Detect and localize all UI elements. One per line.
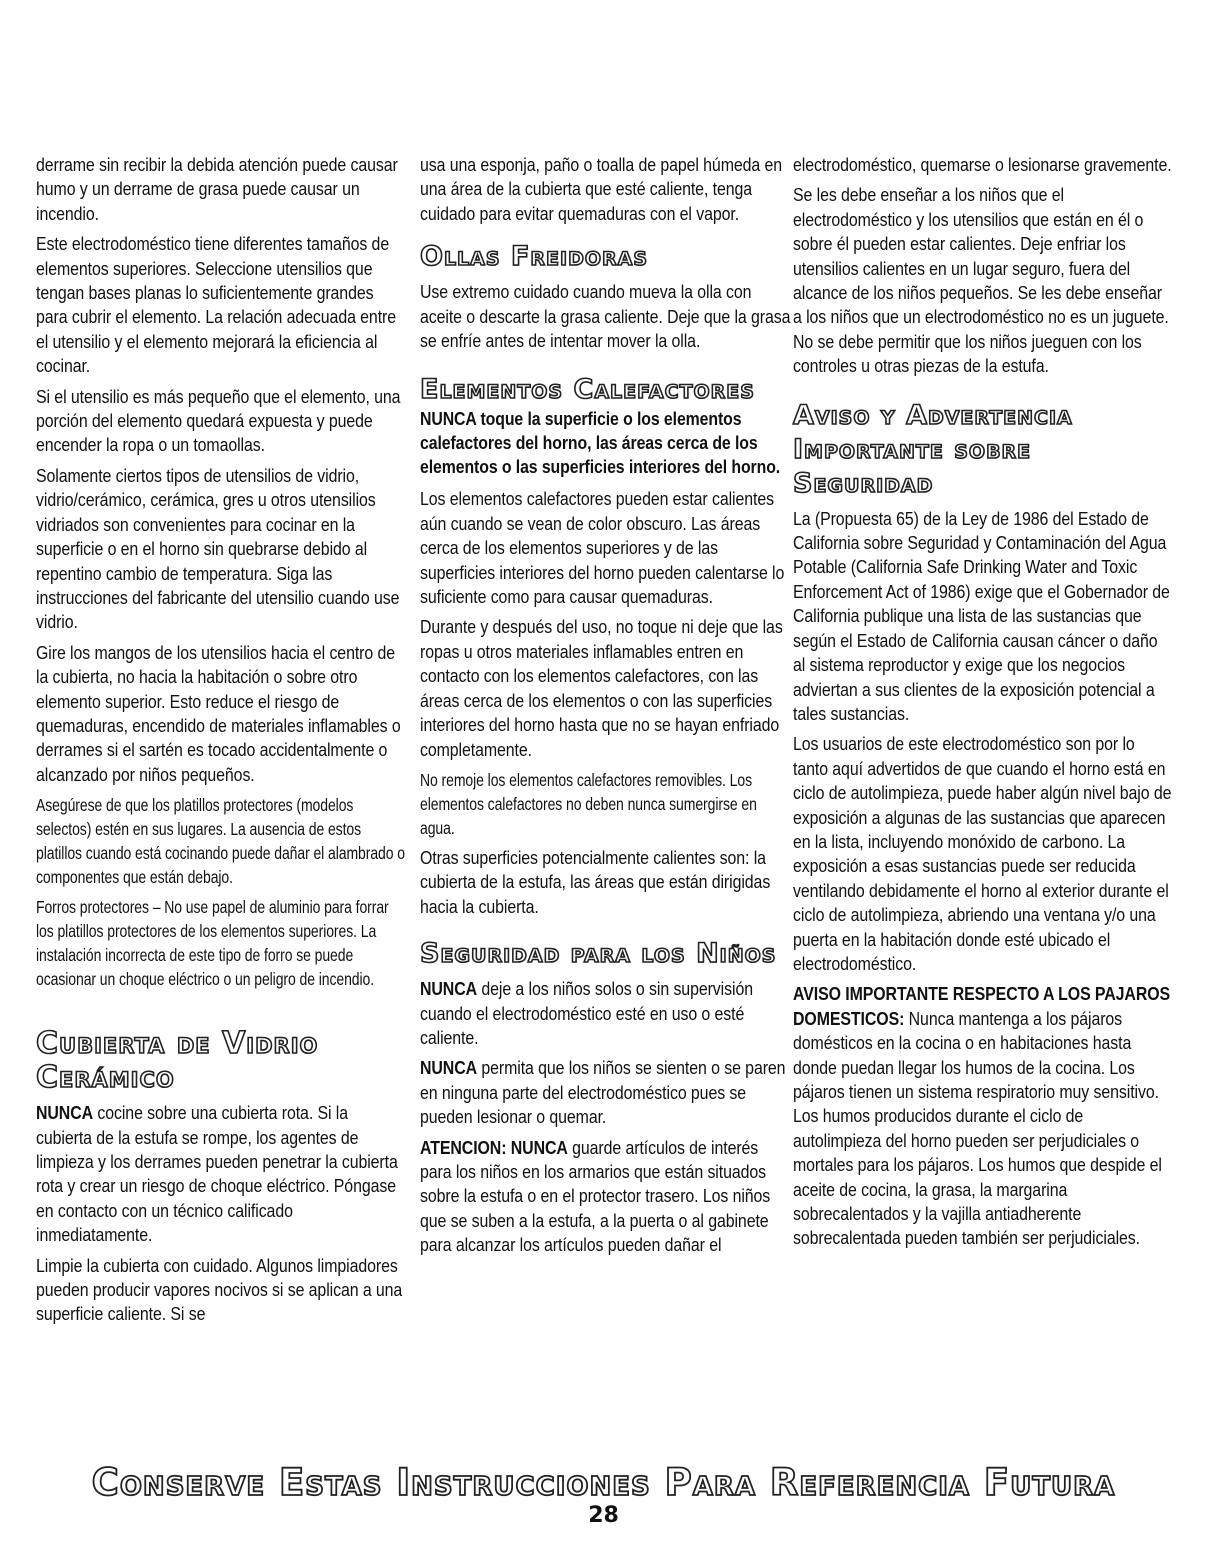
- footer-title: Conserve Estas Instrucciones Para Referencia Futura: [91, 1461, 1116, 1504]
- warning-keyword: ATENCION: NUNCA: [420, 1136, 568, 1158]
- warning-keyword: NUNCA: [36, 1102, 94, 1124]
- paragraph: La (Propuesta 65) de la Ley de 1986 del Estado de California sobre Seguridad y Contaminación del Agua Potable (California Safe Drinking Water and Toxic Enforcement Act of 1986) exige que el Gobernador de California publique una lista de las sustancias que según el Estado de California causan cáncer o daño al sistema reproductor y exige que los negocios adviertan a sus clientes de la exposición potencial a tales sustancias.: [793, 507, 1170, 724]
- paragraph: Durante y después del uso, no toque ni deje que las ropas u otros materiales inflamables entren en contacto con los elementos calefactores, con las áreas cerca de los elementos o con las superficies interiores del horno hasta que no se hayan enfriado completamente.: [420, 616, 783, 760]
- section-heading-important-safety-notice: Aviso y Advertencia Importante sobre Seguridad: [793, 399, 1073, 499]
- paragraph: Asegúrese de que los platillos protectores (modelos selectos) estén en sus lugares. La ausencia de estos platillos cuando está cocinando puede dañar el alambrado o componentes que están debajo.: [36, 795, 405, 888]
- paragraph: Otras superficies potencialmente calientes son: la cubierta de la estufa, las áreas que están dirigidas hacia la cubierta.: [420, 846, 771, 917]
- paragraph-text: permita que los niños se sienten o se paren en ninguna parte del electrodoméstico pues se pueden lesionar o quemar.: [420, 1057, 786, 1128]
- paragraph-text: cocine sobre una cubierta rota. Si la cubierta de la estufa se rompe, los agentes de limpieza y los derrames pueden penetrar la cubierta rota y crear un riesgo de choque eléctrico. Póngase en contacto con un técnico calificado inmediatamente.: [36, 1102, 398, 1246]
- paragraph: [36, 1101, 407, 1247]
- section-heading-child-safety: Seguridad para los Niños: [420, 938, 777, 970]
- paragraph: Los usuarios de este electrodoméstico son por lo tanto aquí advertidos de que cuando el horno está en ciclo de autolimpieza, puede haber algún nivel bajo de exposición a algunas de las sustancias que aparecen en la lista, incluyendo monóxido de carbono. La exposición a esas sustancias puede ser reducida ventilando debidamente el horno al exterior durante el ciclo de autolimpieza, abriendo una ventana y/o una puerta en la habitación donde esté ubicado el electrodoméstico.: [793, 733, 1172, 974]
- warning-keyword: AVISO IMPORTANTE RESPECTO A LOS PAJAROS DOMESTICOS:: [793, 983, 1171, 1029]
- warning-lead: NUNCA toque la superficie o los elementos calefactores del horno, las áreas cerca de los elementos o las superficies interiores del horno.: [420, 409, 781, 478]
- paragraph: Limpie la cubierta con cuidado. Algunos limpiadores pueden producir vapores nocivos si se aplican a una superficie caliente. Si se: [36, 1254, 403, 1325]
- paragraph: Se les debe enseñar a los niños que el electrodoméstico y los utensilios que están en él o sobre él pueden estar calientes. Deje enfriar los utensilios calientes en un lugar seguro, fuera del alcance de los niños pequeños. Se les debe enseñar a los niños que un electrodoméstico no es un juguete. No se debe permitir que los niños jueguen con los controles u otras piezas de la estufa.: [793, 184, 1169, 377]
- paragraph-text: deje a los niños solos o sin supervisión cuando el electrodoméstico esté en uso o esté caliente.: [420, 978, 753, 1048]
- column-right: [793, 153, 1173, 1257]
- section-heading-heating-elements: Elementos Calefactores: [420, 374, 755, 406]
- paragraph: [420, 1056, 791, 1129]
- paragraph: Forros protectores – No use papel de aluminio para forrar los platillos protectores de los elementos superiores. La instalación incorrecta de este tipo de forro se puede ocasionar un choque eléctrico o un peligro de incendio.: [36, 897, 389, 990]
- paragraph: derrame sin recibir la debida atención puede causar humo y un derrame de grasa puede causar un incendio.: [36, 154, 398, 224]
- paragraph: No remoje los elementos calefactores removibles. Los elementos calefactores no deben nunca sumergirse en agua.: [420, 769, 757, 838]
- paragraph: [420, 977, 791, 1050]
- paragraph-text: Nunca mantenga a los pájaros domésticos en la cocina o en habitaciones hasta donde puedan llegar los humos de la cocina. Los pájaros tienen un sistema respiratorio muy sensitivo. Los humos producidos durante el ciclo de autolimpieza del horno pueden ser perjudiciales o mortales para los pájaros. Los humos que despide el aceite de cocina, la grasa, la margarina sobrecalentados y la vajilla antiadherente sobrecalentada pueden también ser perjudiciales.: [793, 1007, 1162, 1249]
- paragraph: Los elementos calefactores pueden estar calientes aún cuando se vean de color obscuro. Las áreas cerca de los elementos superiores y de las superficies interiores del horno pueden calentarse lo suficiente como para causar quemaduras.: [420, 488, 785, 608]
- paragraph: Solamente ciertos tipos de utensilios de vidrio, vidrio/cerámico, cerámica, gres u otros utensilios vidriados son convenientes para cocinar en la superficie o en el horno sin quebrarse debido al repentino cambio de temperatura. Siga las instrucciones del fabricante del utensilio cuando use vidrio.: [36, 464, 400, 633]
- warning-keyword: NUNCA: [420, 1057, 478, 1079]
- paragraph: Use extremo cuidado cuando mueva la olla con aceite o descarte la grasa caliente. Deje que la grasa se enfríe antes de intentar mover la olla.: [420, 281, 791, 352]
- paragraph: Si el utensilio es más pequeño que el elemento, una porción del elemento quedará expuesta y puede encender la ropa o un tomaollas.: [36, 385, 401, 456]
- warning-keyword: NUNCA: [420, 978, 478, 1000]
- column-middle: [420, 153, 792, 1264]
- paragraph: Este electrodoméstico tiene diferentes tamaños de elementos superiores. Seleccione utensilios que tengan bases planas lo suficientemente grandes para cubrir el elemento. La relación adecuada entre el utensilio y el elemento mejorará la eficiencia al cocinar.: [36, 233, 397, 377]
- paragraph: [420, 1136, 791, 1258]
- paragraph: Gire los mangos de los utensilios hacia el centro de la cubierta, no hacia la habitación o sobre otro elemento superior. Esto reduce el riesgo de quemaduras, encendido de materiales inflamables o derrames si el sartén es tocado accidentalmente o alcanzado por niños pequeños.: [36, 641, 401, 785]
- paragraph-text: guarde artículos de interés para los niños en los armarios que están situados sobre la estufa o en el protector trasero. Los niños que se suben a la estufa, a la puerta o al gabinete para alcanzar los artículos pueden dañar el: [420, 1136, 771, 1256]
- paragraph: usa una esponja, paño o toalla de papel húmeda en una área de la cubierta que esté caliente, tenga cuidado para evitar quemaduras con el vapor.: [420, 154, 783, 224]
- paragraph: [793, 982, 1172, 1250]
- paragraph: electrodoméstico, quemarse o lesionarse gravemente.: [793, 154, 1172, 175]
- section-heading-deep-fryers: Ollas Freidoras: [420, 241, 649, 273]
- section-heading-ceramic-glass: Cubierta de Vidrio Cerámico: [36, 1026, 319, 1096]
- page-number: 28: [588, 1503, 619, 1528]
- column-left: [36, 153, 408, 1333]
